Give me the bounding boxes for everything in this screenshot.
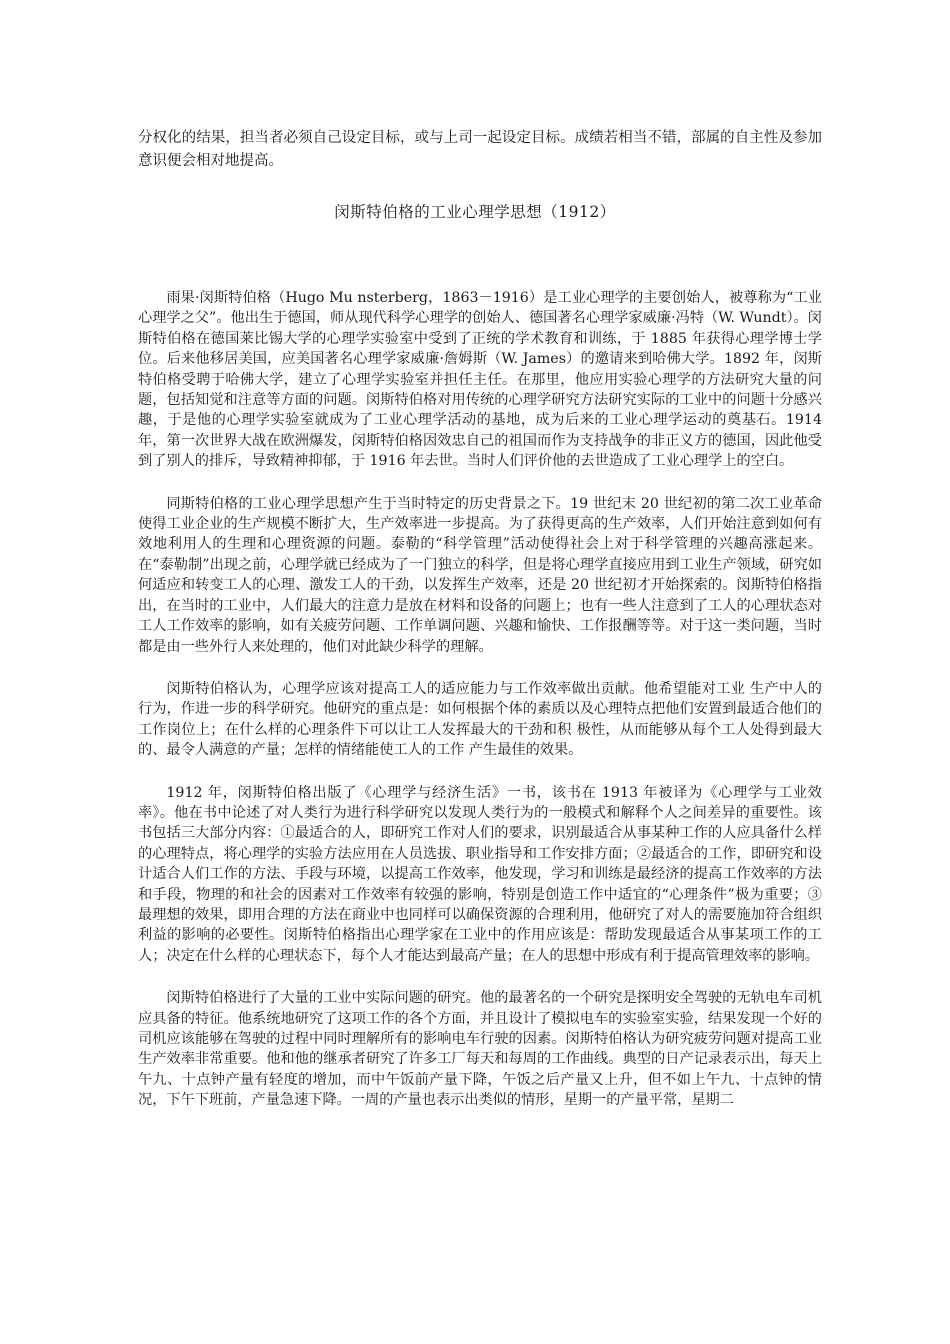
intro-paragraph: 分权化的结果，担当者必须自己设定目标，或与上司一起设定目标。成绩若相当不错，部属的自主性及参加意识便会相对地提高。 bbox=[138, 130, 822, 169]
paragraph-research: 闵斯特伯格进行了大量的工业中实际问题的研究。他的最著名的一个研究是探明安全驾驶的无轨电车司机应具备的特征。他系统地研究了这项工作的各个方面，并且设计了模拟电车的实验室实验，结果发现一个好的司机应该能够在驾驶的过程中同时理解所有的影响电车行驶的因素。闵斯特伯格认为研究疲劳问题对提高工业生产效率非常重要。他和他的继承者研究了许多工厂每天和每周的工作曲线。典型的日产记录表示出，每天上午九、十点钟产量有轻度的增加，而中午饭前产量下降，午饭之后产量又上升，但不如上午九、十点钟的情况，下午下班前，产量急速下降。一周的产量也表示出类似的情形，星期一的产量平常，星期二 bbox=[138, 990, 822, 1109]
paragraph-book: 1912 年，闵斯特伯格出版了《心理学与经济生活》一书，该书在 1913 年被译为《心理学与工业效率》。他在书中论述了对人类行为进行科学研究以发现人类行为的一般模式和解释个人之间差异的重要性。该书包括三大部分内容：①最适合的人，即研究工作对人们的要求，识别最适合从事某种工作的人应具备什么样的心理特点，将心理学的实验方法应用在人员选拔、职业指导和工作安排方面；②最适合的工作，即研究和设计适合人们工作的方法、手段与环境，以提高工作效率，他发现，学习和训练是最经济的提高工作效率的方法和手段，物理的和社会的因素对工作效率有较强的影响，特别是创造工作中适宜的“心理条件”极为重要；③ 最理想的效果，即用合理的方法在商业中也同样可以确保资源的合理利用，他研究了对人的需要施加符合组织利益的影响的必要性。闵斯特伯格指出心理学家在工业中的作用应该是：帮助发现最适合从事某项工作的工人；决定在什么样的心理状态下，每个人才能达到最高产量；在人的思想中形成有利于提高管理效率的影响。 bbox=[138, 784, 822, 964]
section-title: 闵斯特伯格的工业心理学思想（1912） bbox=[334, 203, 616, 221]
paragraph-biography: 雨果·闵斯特伯格（Hugo Mu nsterberg，1863－1916）是工业心理学的主要创始人，被尊称为“工业心理学之父”。他出生于德国，师从现代科学心理学的创始人、德国著名心理学家威廉·冯特（W. Wundt）。闵斯特伯格在德国莱比锡大学的心理学实验室中受到了正统的学术教育和训练，于 1885 年获得心理学博士学位。后来他移居美国，应美国著名心理学家威廉·詹姆斯（W. James）的邀请来到哈佛大学。1892 年，闵斯特伯格受聘于哈佛大学，建立了心理学实验室并担任主任。在那里，他应用实验心理学的方法研究大量的问题，包括知觉和注意等方面的问题。闵斯特伯格对用传统的心理学研究方法研究实际的工业中的问题十分感兴趣，于是他的心理学实验室就成为了工业心理学活动的基地，成为后来的工业心理学运动的奠基石。1914 年，第一次世界大战在欧洲爆发，闵斯特伯格因效忠自己的祖国而作为支持战争的非正义方的德国，因此他受到了别人的排斥，导致精神抑郁，于 1916 年去世。当时人们评价他的去世造成了工业心理学上的空白。 bbox=[138, 290, 822, 470]
paragraph-contribution: 闵斯特伯格认为，心理学应该对提高工人的适应能力与工作效率做出贡献。他希望能对工业 生产中人的行为，作进一步的科学研究。他研究的重点是：如何根据个体的素质以及心理特点把他们安置到最适合他们的工作岗位上；在什么样的心理条件下可以让工人发挥最大的干劲和积 极性，从而能够从每个工人处得到最大的、最令人满意的产量；怎样的情绪能使工人的工作 产生最佳的效果。 bbox=[138, 680, 822, 759]
paragraph-background: 同斯特伯格的工业心理学思想产生于当时特定的历史背景之下。19 世纪末 20 世纪初的第二次工业革命使得工业企业的生产规模不断扩大，生产效率进一步提高。为了获得更高的生产效率，人们开始注意到如何有效地利用人的生理和心理资源的问题。泰勒的“科学管理”活动使得社会上对于科学管理的兴趣高涨起来。在“泰勒制”出现之前，心理学就已经成为了一门独立的科学，但是将心理学直接应用到工业生产领域，研究如何适应和转变工人的心理、激发工人的干劲，以发挥生产效率，还是 20 世纪初才开始探索的。闵斯特伯格指出，在当时的工业中，人们最大的注意力是放在材料和设备的问题上；也有一些人注意到了工人的心理状态对工人工作效率的影响，如有关疲劳问题、工作单调问题、兴趣和愉快、工作报酬等等。对于这一类问题，当时都是由一些外行人来处理的，他们对此缺少科学的理解。 bbox=[138, 495, 822, 655]
body-text bbox=[138, 288, 822, 1133]
